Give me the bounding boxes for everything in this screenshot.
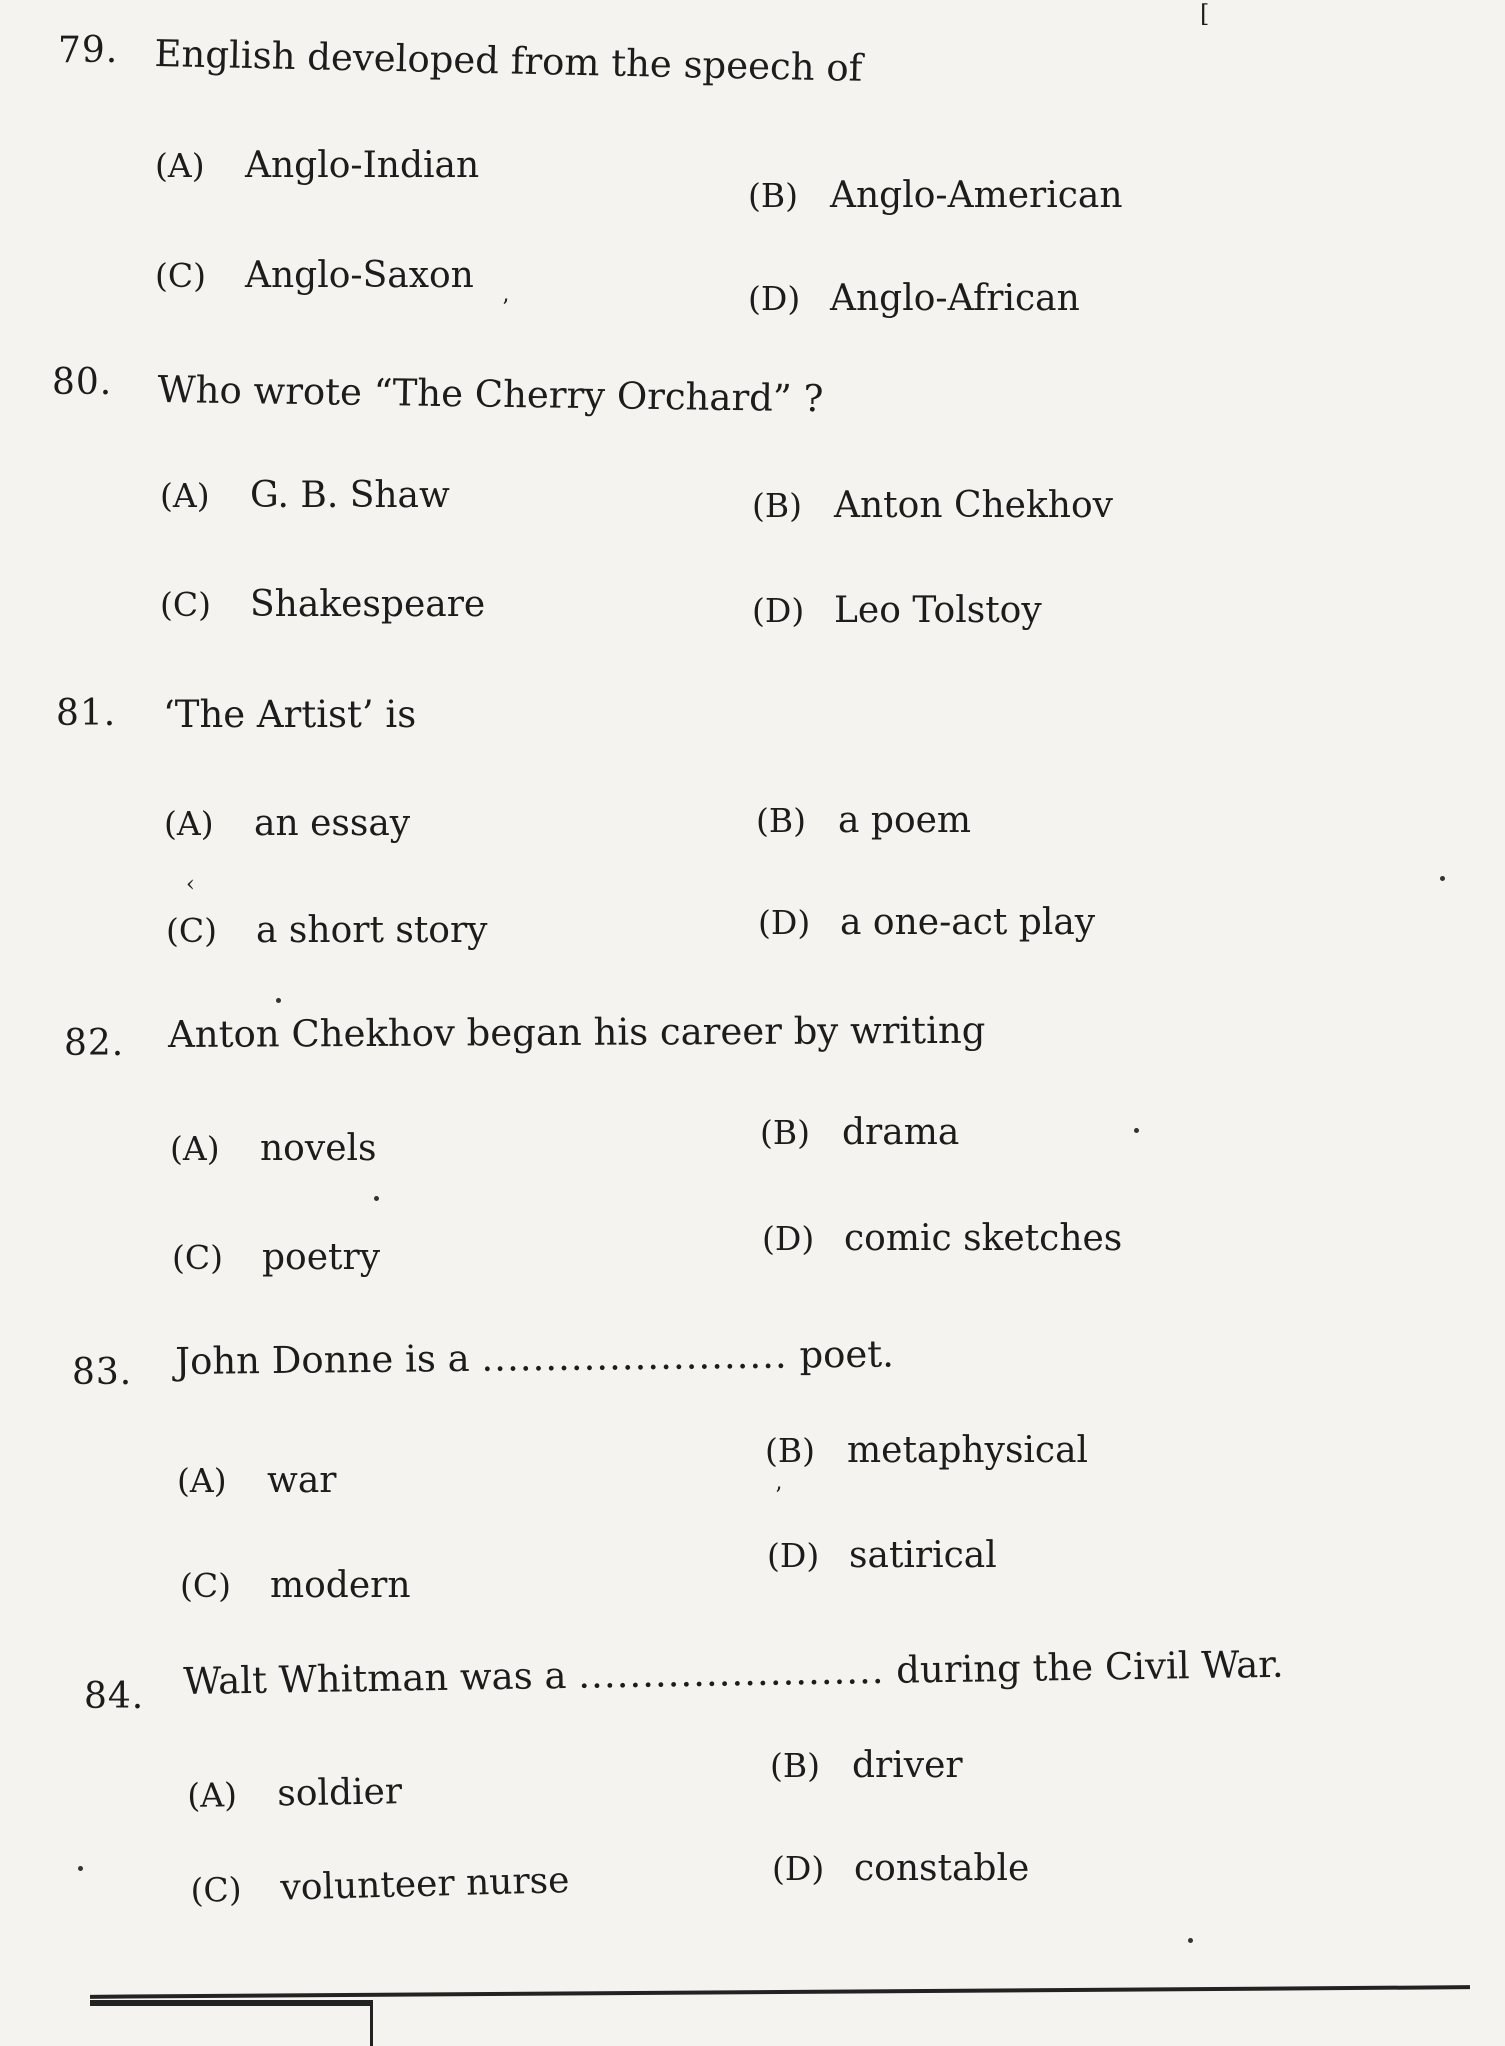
option-d bbox=[767, 1535, 997, 1576]
option-letter: (D) bbox=[762, 1219, 815, 1258]
option-text: poetry bbox=[262, 1237, 381, 1278]
pen-mark: ‹ bbox=[186, 872, 195, 897]
option-letter: (B) bbox=[748, 176, 798, 215]
question-text: Who wrote “The Cherry Orchard” ? bbox=[157, 368, 824, 421]
option-text: Leo Tolstoy bbox=[834, 590, 1042, 631]
answer-blank: ........................ bbox=[577, 1648, 885, 1697]
option-b bbox=[760, 1112, 959, 1153]
option-letter: (C) bbox=[160, 585, 211, 624]
scan-speck bbox=[374, 1196, 379, 1201]
question-text: Anton Chekhov began his career by writing bbox=[168, 1008, 986, 1056]
option-text: satirical bbox=[849, 1535, 997, 1576]
option-letter: (D) bbox=[767, 1536, 820, 1575]
option-letter: (A) bbox=[160, 476, 210, 515]
option-text: Anglo-African bbox=[830, 278, 1080, 319]
option-text: a short story bbox=[256, 910, 488, 951]
option-c bbox=[172, 1237, 380, 1278]
page-footer-box bbox=[90, 2000, 373, 2046]
option-letter: (C) bbox=[190, 1869, 243, 1910]
option-a bbox=[164, 803, 410, 844]
option-c bbox=[180, 1565, 411, 1606]
option-text: a one-act play bbox=[840, 902, 1096, 943]
option-text: metaphysical bbox=[847, 1430, 1089, 1471]
option-letter: (D) bbox=[748, 279, 801, 318]
option-b bbox=[756, 800, 971, 841]
option-letter: (A) bbox=[170, 1129, 220, 1168]
option-a bbox=[160, 475, 450, 516]
option-d bbox=[748, 278, 1080, 319]
option-text: Anglo-Indian bbox=[245, 145, 480, 186]
answer-blank: ........................ bbox=[481, 1333, 788, 1380]
option-text: driver bbox=[852, 1745, 963, 1786]
option-letter: (D) bbox=[752, 591, 805, 630]
option-text: novels bbox=[260, 1128, 377, 1169]
question-text bbox=[175, 1332, 894, 1383]
option-text: a poem bbox=[838, 800, 972, 841]
option-text: an essay bbox=[254, 803, 411, 844]
question-number: 80. bbox=[52, 362, 113, 403]
option-b bbox=[770, 1745, 963, 1786]
option-letter: (D) bbox=[758, 903, 811, 942]
question-number: 84. bbox=[84, 1676, 145, 1717]
option-d bbox=[758, 902, 1095, 943]
option-a bbox=[187, 1771, 402, 1816]
option-text: comic sketches bbox=[844, 1218, 1123, 1259]
page-bottom-rule bbox=[90, 1985, 1470, 1999]
option-letter: (B) bbox=[765, 1431, 815, 1470]
option-letter: (A) bbox=[164, 804, 214, 843]
option-c bbox=[160, 584, 485, 625]
pen-mark: ’ bbox=[502, 296, 509, 321]
option-a bbox=[170, 1128, 377, 1169]
question-number: 83. bbox=[72, 1352, 133, 1393]
option-text: volunteer nurse bbox=[279, 1860, 570, 1909]
option-letter: (A) bbox=[177, 1461, 227, 1500]
option-a bbox=[155, 145, 479, 186]
question-text-after: during the Civil War. bbox=[895, 1642, 1284, 1692]
option-d bbox=[762, 1218, 1122, 1259]
option-text: Anglo-Saxon bbox=[245, 255, 474, 296]
option-b bbox=[748, 175, 1123, 216]
question-text-before: Walt Whitman was a bbox=[183, 1653, 567, 1703]
option-text: Shakespeare bbox=[250, 584, 486, 625]
option-letter: (D) bbox=[772, 1849, 825, 1888]
question-text-after: poet. bbox=[799, 1332, 895, 1377]
option-letter: (B) bbox=[752, 486, 802, 525]
option-letter: (B) bbox=[760, 1113, 810, 1152]
option-c bbox=[155, 255, 474, 296]
option-text: Anton Chekhov bbox=[834, 485, 1113, 526]
question-text: English developed from the speech of bbox=[154, 32, 863, 90]
option-text: drama bbox=[842, 1112, 960, 1153]
question-number: 81. bbox=[56, 693, 117, 734]
option-c bbox=[190, 1860, 570, 1911]
question-text-before: John Donne is a bbox=[175, 1336, 470, 1383]
option-letter: (A) bbox=[187, 1775, 238, 1815]
option-c bbox=[166, 910, 488, 951]
top-edge-mark: [ bbox=[1200, 0, 1210, 28]
option-d bbox=[772, 1848, 1029, 1889]
option-letter: (B) bbox=[770, 1746, 820, 1785]
scan-speck bbox=[1440, 876, 1445, 881]
option-letter: (A) bbox=[155, 146, 205, 185]
option-letter: (C) bbox=[155, 256, 206, 295]
scan-speck bbox=[78, 1866, 83, 1871]
option-text: Anglo-American bbox=[830, 175, 1123, 216]
question-text bbox=[183, 1643, 1284, 1703]
question-text: ‘The Artist’ is bbox=[163, 693, 417, 736]
option-letter: (C) bbox=[180, 1566, 231, 1605]
option-b bbox=[752, 485, 1113, 526]
question-number: 79. bbox=[58, 30, 119, 71]
option-letter: (B) bbox=[756, 801, 806, 840]
option-b bbox=[765, 1430, 1088, 1471]
option-a bbox=[177, 1460, 337, 1501]
pen-mark: ’ bbox=[775, 1484, 782, 1509]
scan-speck bbox=[276, 998, 281, 1003]
scan-speck bbox=[1188, 1938, 1193, 1943]
scan-speck bbox=[1134, 1128, 1139, 1133]
option-letter: (C) bbox=[166, 911, 217, 950]
option-d bbox=[752, 590, 1042, 631]
question-number: 82. bbox=[64, 1023, 125, 1064]
option-text: war bbox=[267, 1460, 337, 1501]
option-text: constable bbox=[854, 1848, 1030, 1889]
option-text: G. B. Shaw bbox=[250, 475, 450, 516]
option-text: soldier bbox=[276, 1771, 403, 1815]
option-letter: (C) bbox=[172, 1238, 223, 1277]
option-text: modern bbox=[270, 1565, 411, 1606]
